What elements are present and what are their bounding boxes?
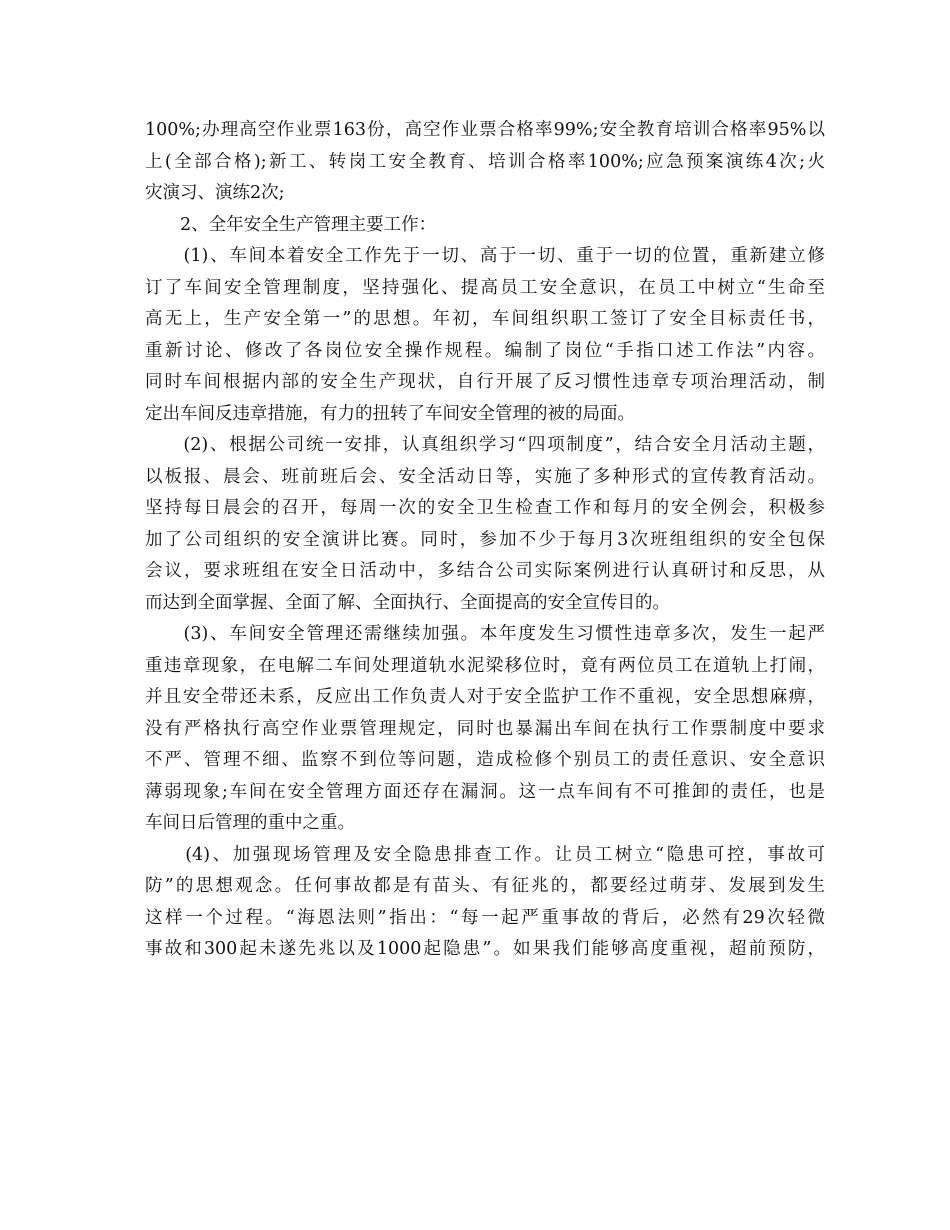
text-line: 坚持每日晨会的召开，每周一次的安全卫生检查工作和每月的安全例会，积极参 [145,498,825,518]
text-line: 这样一个过程。“海恩法则”指出：“每一起严重事故的背后，必然有29次轻微 [145,907,825,928]
text-line: 定出车间反违章措施，有力的扭转了车间安全管理的被的局面。 [145,403,635,424]
text-line: 订了车间安全管理制度，坚持强化、提高员工安全意识，在员工中树立“生命至 [145,277,825,298]
text-line: (1)、车间本着安全工作先于一切、高于一切、重于一切的位置，重新建立修 [145,246,825,266]
text-line: 没有严格执行高空作业票管理规定，同时也暴漏出车间在执行工作票制度中要求 [145,718,825,739]
text-line: 而达到全面掌握、全面了解、全面执行、全面提高的安全宣传目的。 [145,592,670,613]
text-line: 车间日后管理的重中之重。 [145,813,355,833]
text-line: 100%;办理高空作业票163份，高空作业票合格率99%;安全教育培训合格率95%以 [145,120,825,140]
text-line: 加了公司组织的安全演讲比赛。同时，参加不少于每月3次班组组织的安全包保 [145,529,825,550]
text-line: 事故和300起未遂先兆以及1000起隐患”。如果我们能够高度重视，超前预防， [145,939,825,959]
text-line: 重新讨论、修改了各岗位安全操作规程。编制了岗位“手指口述工作法”内容。 [145,340,825,361]
text-line: (2)、根据公司统一安排，认真组织学习“四项制度”，结合安全月活动主题， [145,435,825,455]
text-line: (3)、车间安全管理还需继续加强。本年度发生习惯性违章多次，发生一起严 [145,624,825,644]
text-line: 上(全部合格);新工、转岗工安全教育、培训合格率100%;应急预案演练4次;火 [145,151,825,172]
text-line: 以板报、晨会、班前班后会、安全活动日等，实施了多种形式的宣传教育活动。 [145,466,825,487]
text-line: 防”的思想观念。任何事故都是有苗头、有征兆的，都要经过萌芽、发展到发生 [145,876,825,896]
text-line: 灾演习、演练2次; [145,183,285,203]
text-line: 薄弱现象;车间在安全管理方面还存在漏洞。这一点车间有不可推卸的责任，也是 [145,781,825,802]
text-line: 并且安全带还未系，反应出工作负责人对于安全监护工作不重视，安全思想麻痹， [145,687,825,707]
text-line: (4)、加强现场管理及安全隐患排查工作。让员工树立“隐患可控，事故可 [145,844,825,865]
text-line: 高无上，生产安全第一”的思想。年初，车间组织职工签订了安全目标责任书， [145,309,825,329]
text-line: 2、全年安全生产管理主要工作： [145,214,437,235]
text-line: 不严、管理不细、监察不到位等问题，造成检修个别员工的责任意识、安全意识 [145,750,825,770]
text-line: 同时车间根据内部的安全生产现状，自行开展了反习惯性违章专项治理活动，制 [145,372,825,392]
text-line: 会议，要求班组在安全日活动中，多结合公司实际案例进行认真研讨和反思，从 [145,561,825,581]
document-body [145,115,825,966]
text-line: 重违章现象，在电解二车间处理道轨水泥梁移位时，竟有两位员工在道轨上打闹， [145,655,825,676]
